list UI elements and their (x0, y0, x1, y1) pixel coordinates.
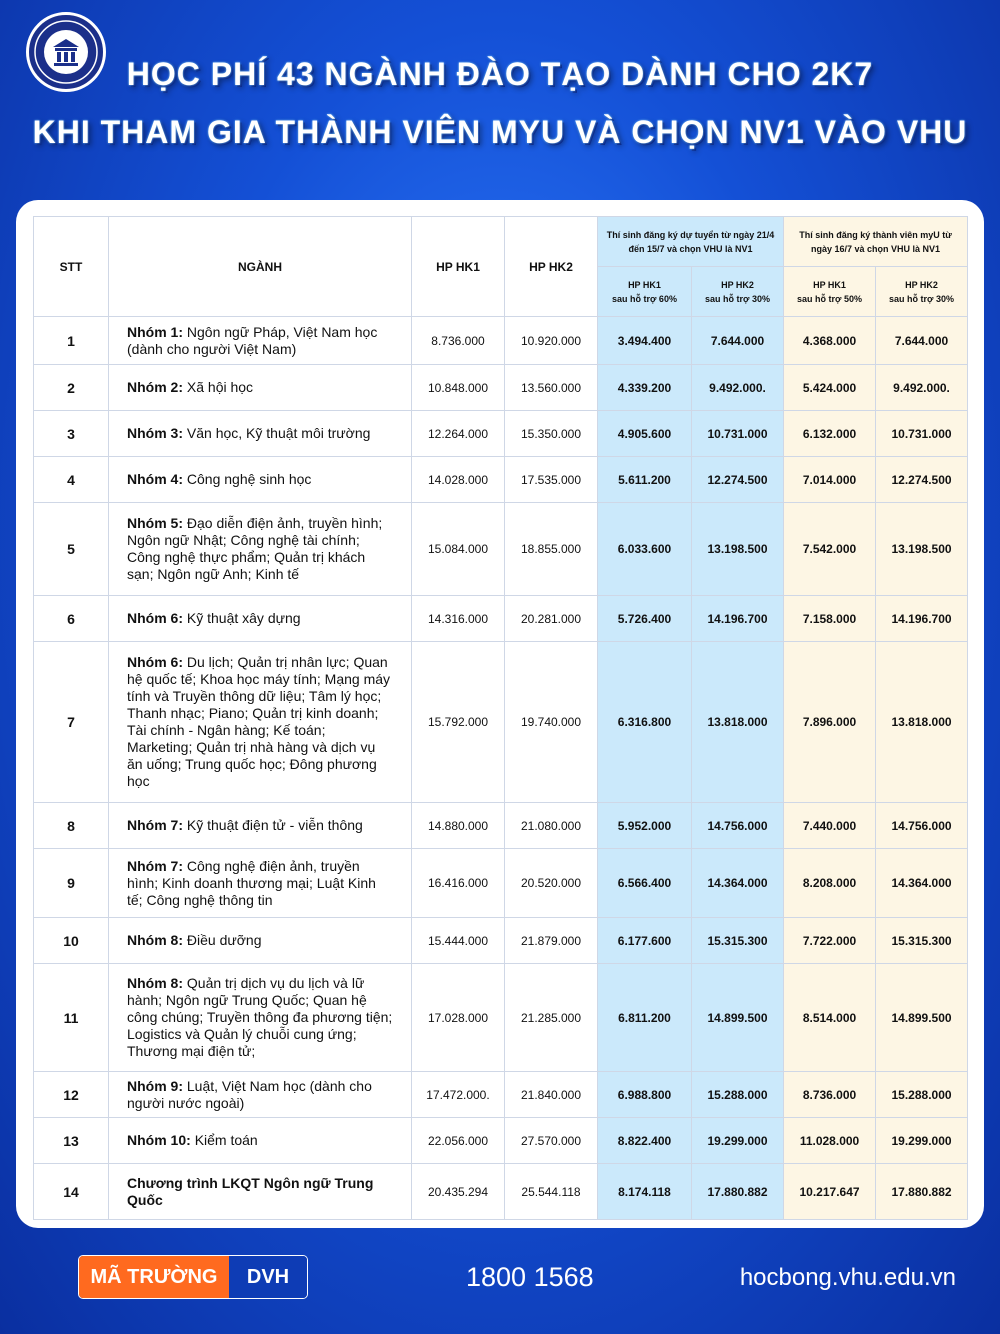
row-hp-hk1: 15.444.000 (412, 918, 505, 964)
major-name: Quản trị dịch vụ du lịch và lữ hành; Ngôn ngữ Trung Quốc; Quan hệ công chúng; Truyền thông đa phương tiện; Logistics và Quản lý chuỗi cung ứng; Thương mại điện tử; (127, 975, 393, 1059)
major-name: Văn học, Kỹ thuật môi trường (186, 425, 371, 441)
row-a-hk2: 14.196.700 (692, 596, 784, 642)
row-a-hk2: 19.299.000 (692, 1118, 784, 1164)
row-a-hk2: 15.315.300 (692, 918, 784, 964)
major-name: Đạo diễn điện ảnh, truyền hình; Ngôn ngữ Nhật; Công nghệ tài chính; Công nghệ thực phẩm; Quản trị khách sạn; Ngôn ngữ Anh; Kinh tế (127, 515, 383, 582)
row-b-hk1: 11.028.000 (784, 1118, 876, 1164)
row-b-hk1: 8.208.000 (784, 849, 876, 918)
row-stt: 9 (34, 849, 109, 918)
row-b-hk1: 7.158.000 (784, 596, 876, 642)
school-code-badge (78, 1255, 308, 1299)
row-hp-hk2: 21.285.000 (505, 964, 598, 1072)
row-hp-hk1: 14.880.000 (412, 803, 505, 849)
major-group: Nhóm 6: (127, 610, 183, 626)
row-b-hk2: 14.756.000 (876, 803, 968, 849)
row-stt: 3 (34, 411, 109, 457)
row-a-hk2: 7.644.000 (692, 317, 784, 365)
row-a-hk2: 9.492.000. (692, 365, 784, 411)
row-stt: 14 (34, 1164, 109, 1220)
row-b-hk1: 7.896.000 (784, 642, 876, 803)
header-group-b: Thí sinh đăng ký thành viên myU từ ngày 16/7 và chọn VHU là NV1 (784, 217, 968, 267)
row-a-hk2: 15.288.000 (692, 1072, 784, 1118)
row-a-hk1: 6.177.600 (598, 918, 692, 964)
table-row (34, 457, 968, 503)
major-name: Kỹ thuật điện tử - viễn thông (186, 817, 363, 833)
row-hp-hk2: 21.080.000 (505, 803, 598, 849)
row-b-hk2: 7.644.000 (876, 317, 968, 365)
major-group: Nhóm 7: (127, 817, 183, 833)
row-hp-hk2: 18.855.000 (505, 503, 598, 596)
row-major (109, 803, 412, 849)
row-hp-hk1: 8.736.000 (412, 317, 505, 365)
row-major (109, 1072, 412, 1118)
major-name: Luật, Việt Nam học (dành cho người nước ngoài) (127, 1077, 372, 1111)
row-hp-hk1: 14.316.000 (412, 596, 505, 642)
row-b-hk1: 4.368.000 (784, 317, 876, 365)
page-title-line2: KHI THAM GIA THÀNH VIÊN MYU VÀ CHỌN NV1 VÀO VHU (32, 114, 968, 150)
table-row (34, 1118, 968, 1164)
row-b-hk1: 7.722.000 (784, 918, 876, 964)
row-stt: 2 (34, 365, 109, 411)
row-major (109, 365, 412, 411)
row-a-hk1: 5.726.400 (598, 596, 692, 642)
major-group: Nhóm 8: (127, 932, 183, 948)
header-stt: STT (34, 217, 109, 317)
table-row (34, 411, 968, 457)
row-b-hk1: 6.132.000 (784, 411, 876, 457)
row-hp-hk1: 15.084.000 (412, 503, 505, 596)
row-hp-hk1: 10.848.000 (412, 365, 505, 411)
table-row (34, 964, 968, 1072)
row-major (109, 457, 412, 503)
row-b-hk2: 12.274.500 (876, 457, 968, 503)
header-a-hk2: HP HK2 sau hỗ trợ 30% (692, 267, 784, 317)
row-stt: 12 (34, 1072, 109, 1118)
major-group: Nhóm 10: (127, 1132, 191, 1148)
website-link[interactable]: hocbong.vhu.edu.vn (739, 1264, 956, 1291)
major-name: Ngôn ngữ Pháp, Việt Nam học (dành cho người Việt Nam) (127, 323, 378, 357)
row-b-hk2: 17.880.882 (876, 1164, 968, 1220)
header-b-hk2: HP HK2 sau hỗ trợ 30% (876, 267, 968, 317)
row-b-hk1: 7.542.000 (784, 503, 876, 596)
row-stt: 10 (34, 918, 109, 964)
row-stt: 4 (34, 457, 109, 503)
major-group: Nhóm 7: (127, 857, 183, 874)
table-row (34, 365, 968, 411)
row-major (109, 642, 412, 803)
table-row (34, 596, 968, 642)
table-row (34, 918, 968, 964)
row-hp-hk1: 12.264.000 (412, 411, 505, 457)
row-b-hk1: 8.736.000 (784, 1072, 876, 1118)
row-major (109, 317, 412, 365)
row-a-hk1: 8.174.118 (598, 1164, 692, 1220)
page-title-line1: HỌC PHÍ 43 NGÀNH ĐÀO TẠO DÀNH CHO 2K7 (126, 56, 874, 92)
row-hp-hk1: 17.028.000 (412, 964, 505, 1072)
row-b-hk2: 13.198.500 (876, 503, 968, 596)
row-major (109, 596, 412, 642)
row-a-hk1: 5.611.200 (598, 457, 692, 503)
row-b-hk2: 15.288.000 (876, 1072, 968, 1118)
row-a-hk1: 4.339.200 (598, 365, 692, 411)
row-hp-hk2: 27.570.000 (505, 1118, 598, 1164)
row-a-hk1: 5.952.000 (598, 803, 692, 849)
row-b-hk2: 13.818.000 (876, 642, 968, 803)
hotline-number[interactable]: 1800 1568 (466, 1262, 594, 1292)
major-name: Công nghệ sinh học (186, 471, 312, 487)
row-hp-hk2: 13.560.000 (505, 365, 598, 411)
row-hp-hk1: 14.028.000 (412, 457, 505, 503)
major-group: Nhóm 6: (127, 654, 183, 670)
header-b-hk1: HP HK1 sau hỗ trợ 50% (784, 267, 876, 317)
table-row (34, 1072, 968, 1118)
row-a-hk2: 17.880.882 (692, 1164, 784, 1220)
row-b-hk1: 7.440.000 (784, 803, 876, 849)
header-nganh: NGÀNH (109, 217, 412, 317)
row-major (109, 411, 412, 457)
major-group: Nhóm 1: (127, 323, 183, 340)
major-name: Điều dưỡng (186, 932, 262, 948)
row-b-hk1: 8.514.000 (784, 964, 876, 1072)
row-a-hk1: 8.822.400 (598, 1118, 692, 1164)
major-name: Kiểm toán (194, 1132, 258, 1148)
tuition-card (16, 200, 984, 1228)
major-group: Nhóm 5: (127, 515, 183, 531)
row-b-hk1: 10.217.647 (784, 1164, 876, 1220)
row-b-hk2: 10.731.000 (876, 411, 968, 457)
row-stt: 7 (34, 642, 109, 803)
row-stt: 11 (34, 964, 109, 1072)
row-a-hk1: 6.316.800 (598, 642, 692, 803)
row-hp-hk1: 17.472.000. (412, 1072, 505, 1118)
school-code-value: DVH (229, 1256, 307, 1298)
header-hp-hk2: HP HK2 (505, 217, 598, 317)
row-hp-hk2: 25.544.118 (505, 1164, 598, 1220)
tuition-table (33, 216, 968, 1220)
major-name: Chương trình LKQT Ngôn ngữ Trung Quốc (127, 1174, 374, 1208)
row-b-hk2: 14.196.700 (876, 596, 968, 642)
row-a-hk1: 6.033.600 (598, 503, 692, 596)
row-stt: 5 (34, 503, 109, 596)
row-a-hk2: 10.731.000 (692, 411, 784, 457)
row-major (109, 849, 412, 918)
major-group: Nhóm 4: (127, 471, 183, 487)
row-b-hk2: 9.492.000. (876, 365, 968, 411)
major-name: Du lịch; Quản trị nhân lực; Quan hệ quốc tế; Khoa học máy tính; Mạng máy tính và Truyền thông dữ liệu; Tâm lý học; Thanh nhạc; Piano; Quản trị kinh doanh; Tài chính - Ngân hàng; Kế toán; Marketing; Quản trị nhà hàng và dịch vụ ăn uống; Trung quốc học; Đông phương học (127, 654, 391, 789)
row-hp-hk2: 21.879.000 (505, 918, 598, 964)
table-row (34, 642, 968, 803)
row-major (109, 503, 412, 596)
header-hp-hk1: HP HK1 (412, 217, 505, 317)
major-name: Kỹ thuật xây dựng (186, 610, 301, 626)
header-a-hk1: HP HK1 sau hỗ trợ 60% (598, 267, 692, 317)
row-hp-hk1: 22.056.000 (412, 1118, 505, 1164)
row-b-hk2: 14.364.000 (876, 849, 968, 918)
row-a-hk2: 14.364.000 (692, 849, 784, 918)
row-a-hk1: 3.494.400 (598, 317, 692, 365)
row-major (109, 964, 412, 1072)
row-a-hk2: 12.274.500 (692, 457, 784, 503)
row-stt: 6 (34, 596, 109, 642)
row-hp-hk2: 17.535.000 (505, 457, 598, 503)
row-hp-hk1: 20.435.294 (412, 1164, 505, 1220)
row-a-hk2: 13.818.000 (692, 642, 784, 803)
major-name: Công nghệ điện ảnh, truyền hình; Kinh doanh thương mại; Luật Kinh tế; Công nghệ thông tin (127, 857, 376, 908)
row-stt: 8 (34, 803, 109, 849)
row-a-hk2: 14.756.000 (692, 803, 784, 849)
row-stt: 13 (34, 1118, 109, 1164)
row-a-hk1: 6.811.200 (598, 964, 692, 1072)
row-hp-hk1: 15.792.000 (412, 642, 505, 803)
row-hp-hk2: 21.840.000 (505, 1072, 598, 1118)
row-b-hk2: 14.899.500 (876, 964, 968, 1072)
row-a-hk1: 4.905.600 (598, 411, 692, 457)
table-row (34, 317, 968, 365)
row-a-hk2: 14.899.500 (692, 964, 784, 1072)
row-a-hk2: 13.198.500 (692, 503, 784, 596)
table-row (34, 803, 968, 849)
table-row (34, 503, 968, 596)
row-b-hk1: 5.424.000 (784, 365, 876, 411)
row-b-hk1: 7.014.000 (784, 457, 876, 503)
row-stt: 1 (34, 317, 109, 365)
major-group: Nhóm 3: (127, 425, 183, 441)
table-row (34, 849, 968, 918)
row-hp-hk2: 20.520.000 (505, 849, 598, 918)
row-hp-hk1: 16.416.000 (412, 849, 505, 918)
major-group: Nhóm 8: (127, 975, 183, 991)
major-group: Nhóm 9: (127, 1077, 183, 1094)
row-major (109, 918, 412, 964)
header-group-a: Thí sinh đăng ký dự tuyển từ ngày 21/4 đến 15/7 và chọn VHU là NV1 (598, 217, 784, 267)
row-b-hk2: 19.299.000 (876, 1118, 968, 1164)
row-major (109, 1164, 412, 1220)
row-hp-hk2: 20.281.000 (505, 596, 598, 642)
row-major (109, 1118, 412, 1164)
school-code-label: MÃ TRƯỜNG (79, 1256, 229, 1298)
row-hp-hk2: 10.920.000 (505, 317, 598, 365)
row-a-hk1: 6.566.400 (598, 849, 692, 918)
row-b-hk2: 15.315.300 (876, 918, 968, 964)
table-row (34, 1164, 968, 1220)
row-hp-hk2: 19.740.000 (505, 642, 598, 803)
major-name: Xã hội học (186, 379, 254, 395)
major-group: Nhóm 2: (127, 379, 183, 395)
row-hp-hk2: 15.350.000 (505, 411, 598, 457)
row-a-hk1: 6.988.800 (598, 1072, 692, 1118)
